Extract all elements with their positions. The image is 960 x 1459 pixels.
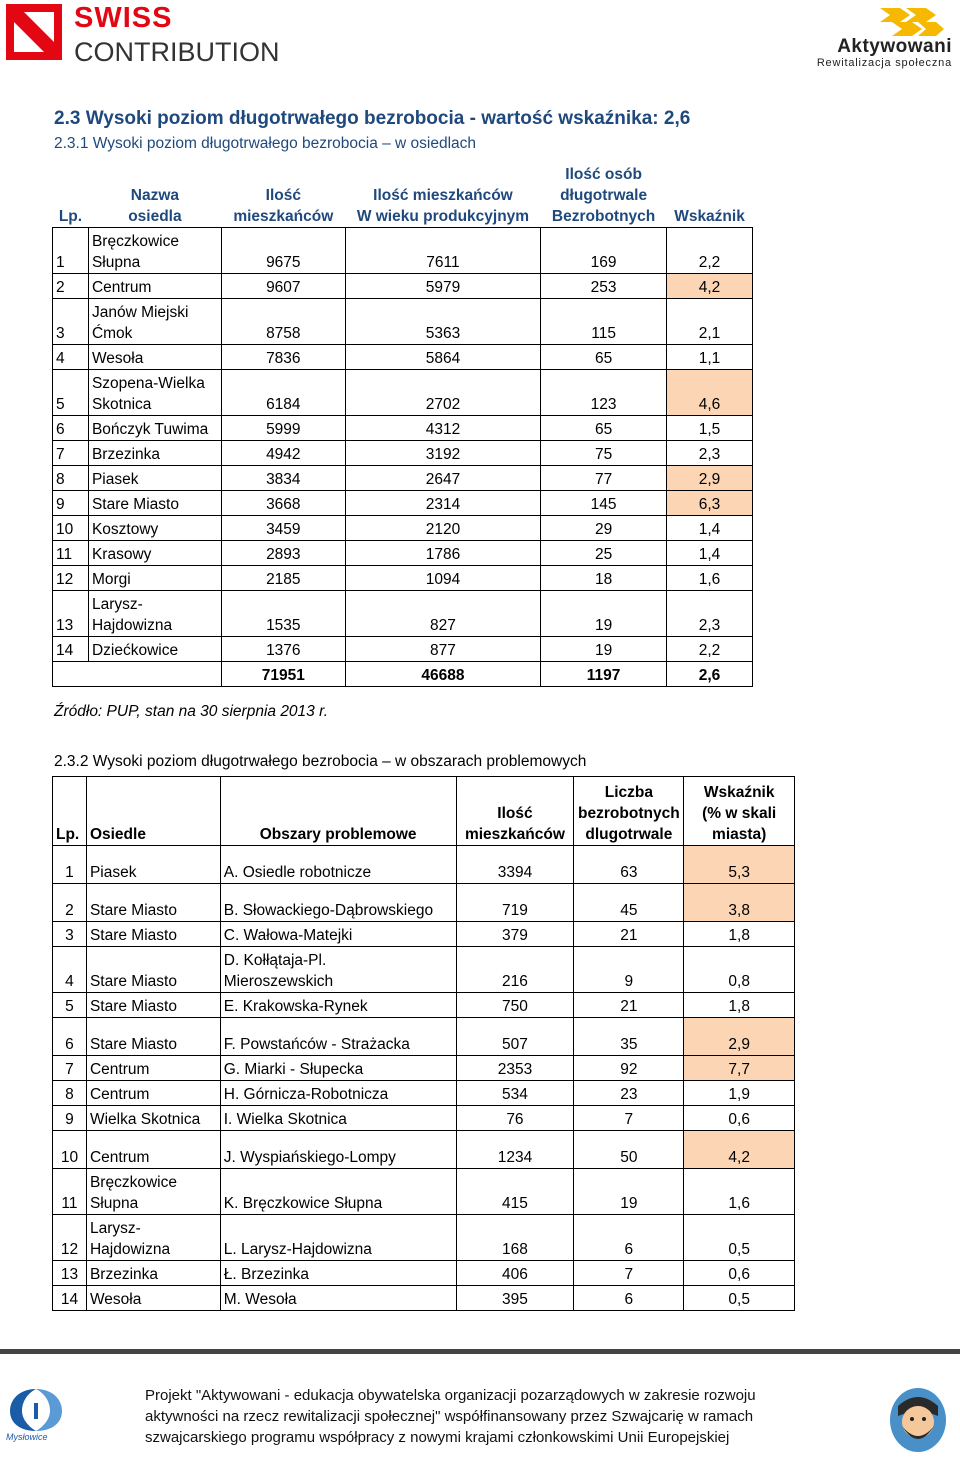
cell-unemployed: 92 bbox=[574, 1056, 684, 1081]
cell-population: 507 bbox=[456, 1018, 574, 1056]
name-line-1: Wesoła bbox=[91, 349, 144, 367]
cell-population: 395 bbox=[456, 1286, 574, 1311]
settlement-line-1: Bręczkowice bbox=[89, 1174, 177, 1191]
cell-lp: 1 bbox=[53, 227, 89, 273]
settlement-line-1: Wielka Skotnica bbox=[89, 1111, 201, 1128]
cell-name bbox=[88, 273, 221, 298]
cell-settlement bbox=[86, 1215, 220, 1261]
table-row bbox=[53, 1131, 795, 1169]
table-row bbox=[53, 1106, 795, 1131]
table-row bbox=[53, 636, 753, 661]
name-line-1: Kosztowy bbox=[91, 520, 159, 538]
cell-indicator: 2,9 bbox=[667, 465, 753, 490]
cell-name bbox=[88, 590, 221, 636]
settlement-line-1: Centrum bbox=[89, 1061, 150, 1078]
cell-unemployed: 253 bbox=[541, 273, 667, 298]
area-line-1: L. Larysz-Hajdowizna bbox=[223, 1241, 372, 1258]
cell-unemployed: 45 bbox=[574, 884, 684, 922]
total-idx: 2,6 bbox=[667, 661, 753, 686]
cell-lp: 13 bbox=[53, 1261, 87, 1286]
cell-unemployed: 19 bbox=[541, 636, 667, 661]
cell-settlement bbox=[86, 947, 220, 993]
page-header bbox=[0, 0, 960, 80]
table-row bbox=[53, 1286, 795, 1311]
cell-lp: 5 bbox=[53, 993, 87, 1018]
cell-lp: 6 bbox=[53, 415, 89, 440]
cell-unemployed: 19 bbox=[541, 590, 667, 636]
cell-unemployed: 115 bbox=[541, 298, 667, 344]
subsection-title: Wysoki poziom długotrwałego bezrobocia – w obszarach problemowych bbox=[92, 753, 587, 770]
cell-area bbox=[220, 1056, 456, 1081]
area-line-1: J. Wyspiańskiego-Lompy bbox=[223, 1149, 396, 1166]
cell-area bbox=[220, 1131, 456, 1169]
cell-indicator: 6,3 bbox=[667, 490, 753, 515]
area-line-1: C. Wałowa-Matejki bbox=[223, 927, 353, 944]
cell-population: 406 bbox=[456, 1261, 574, 1286]
table-row bbox=[53, 590, 753, 636]
cell-unemployed: 35 bbox=[574, 1018, 684, 1056]
cell-population: 6184 bbox=[221, 369, 345, 415]
header-lp: Lp. bbox=[53, 777, 87, 846]
cell-working-age: 877 bbox=[345, 636, 540, 661]
cell-name bbox=[88, 540, 221, 565]
cell-indicator: 1,1 bbox=[667, 344, 753, 369]
cell-population: 3394 bbox=[456, 846, 574, 884]
cell-area bbox=[220, 1106, 456, 1131]
cell-population: 9675 bbox=[221, 227, 345, 273]
footer-line-1: Projekt "Aktywowani - edukacja obywatelska organizacji pozarządowych w zakresie rozwoju bbox=[145, 1387, 756, 1404]
name-line-2: Hajdowizna bbox=[91, 616, 173, 634]
myslowice-emblem-icon bbox=[6, 1385, 66, 1435]
name-line-1: Piasek bbox=[91, 470, 139, 488]
table-row bbox=[53, 298, 753, 344]
cell-population: 1234 bbox=[456, 1131, 574, 1169]
cell-lp: 9 bbox=[53, 490, 89, 515]
cell-area bbox=[220, 1169, 456, 1215]
cell-name bbox=[88, 227, 221, 273]
cell-population: 719 bbox=[456, 884, 574, 922]
cell-unemployed: 50 bbox=[574, 1131, 684, 1169]
table-row bbox=[53, 1215, 795, 1261]
cell-unemployed: 23 bbox=[574, 1081, 684, 1106]
cell-settlement bbox=[86, 1106, 220, 1131]
cell-working-age: 3192 bbox=[345, 440, 540, 465]
header-indicator: Wskaźnik (% w skali miasta) bbox=[684, 777, 795, 846]
cell-unemployed: 7 bbox=[574, 1261, 684, 1286]
cell-working-age: 827 bbox=[345, 590, 540, 636]
subsection-title: Wysoki poziom długotrwałego bezrobocia – w osiedlach bbox=[92, 135, 477, 152]
cell-lp: 11 bbox=[53, 540, 89, 565]
table-row bbox=[53, 227, 753, 273]
subsection-number: 2.3.2 bbox=[54, 753, 89, 770]
cell-population: 168 bbox=[456, 1215, 574, 1261]
area-line-1: A. Osiedle robotnicze bbox=[223, 864, 372, 881]
cell-indicator: 2,3 bbox=[667, 590, 753, 636]
cell-lp: 4 bbox=[53, 947, 87, 993]
cell-lp: 8 bbox=[53, 1081, 87, 1106]
settlement-line-1: Stare Miasto bbox=[89, 998, 177, 1015]
cell-working-age: 2647 bbox=[345, 465, 540, 490]
settlement-line-1: Stare Miasto bbox=[89, 973, 177, 990]
table-row bbox=[53, 993, 795, 1018]
cell-lp: 1 bbox=[53, 846, 87, 884]
footer-text bbox=[145, 1385, 835, 1448]
area-line-1: E. Krakowska-Rynek bbox=[223, 998, 368, 1015]
table-row bbox=[53, 273, 753, 298]
cell-indicator: 0,8 bbox=[684, 947, 795, 993]
cell-indicator: 0,5 bbox=[684, 1286, 795, 1311]
area-line-2: Mieroszewskich bbox=[223, 973, 334, 990]
myslowice-label: Mysłowice bbox=[6, 1432, 48, 1442]
area-line-1: G. Miarki - Słupecka bbox=[223, 1061, 364, 1078]
cell-population: 1376 bbox=[221, 636, 345, 661]
settlement-line-1: Centrum bbox=[89, 1086, 150, 1103]
cell-settlement bbox=[86, 1056, 220, 1081]
table-row bbox=[53, 540, 753, 565]
name-line-1: Szopena-Wielka bbox=[91, 374, 205, 392]
subsection-number: 2.3.1 bbox=[54, 135, 89, 152]
table-row bbox=[53, 922, 795, 947]
cell-name bbox=[88, 465, 221, 490]
cell-settlement bbox=[86, 1018, 220, 1056]
cell-area bbox=[220, 884, 456, 922]
cell-settlement bbox=[86, 922, 220, 947]
total-prod: 46688 bbox=[345, 661, 540, 686]
cell-unemployed: 123 bbox=[541, 369, 667, 415]
cell-settlement bbox=[86, 884, 220, 922]
problem-areas-table-body bbox=[53, 846, 795, 1311]
cell-working-age: 5864 bbox=[345, 344, 540, 369]
cell-population: 7836 bbox=[221, 344, 345, 369]
cell-area bbox=[220, 1215, 456, 1261]
table-row bbox=[53, 884, 795, 922]
arrows-icon bbox=[876, 6, 946, 36]
cell-indicator: 7,7 bbox=[684, 1056, 795, 1081]
cell-indicator: 1,6 bbox=[667, 565, 753, 590]
cell-population: 2185 bbox=[221, 565, 345, 590]
cell-lp: 12 bbox=[53, 565, 89, 590]
cell-lp: 11 bbox=[53, 1169, 87, 1215]
contribution-wordmark: CONTRIBUTION bbox=[74, 37, 280, 67]
area-line-1: D. Kołłątaja-Pl. bbox=[223, 952, 327, 969]
cell-lp: 3 bbox=[53, 922, 87, 947]
cell-unemployed: 77 bbox=[541, 465, 667, 490]
cell-population: 76 bbox=[456, 1106, 574, 1131]
cell-lp: 13 bbox=[53, 590, 89, 636]
cell-lp: 3 bbox=[53, 298, 89, 344]
settlement-line-1: Stare Miasto bbox=[89, 927, 177, 944]
cell-area bbox=[220, 1261, 456, 1286]
name-line-1: Janów Miejski bbox=[91, 303, 189, 321]
name-line-1: Bręczkowice bbox=[91, 232, 179, 250]
cell-unemployed: 21 bbox=[574, 922, 684, 947]
source-note: Źródło: PUP, stan na 30 sierpnia 2013 r. bbox=[54, 703, 328, 720]
cell-indicator: 0,6 bbox=[684, 1261, 795, 1286]
total-unemp: 1197 bbox=[541, 661, 667, 686]
area-line-1: Ł. Brzezinka bbox=[223, 1266, 310, 1283]
settlement-line-1: Wesoła bbox=[89, 1291, 142, 1308]
cell-name bbox=[88, 515, 221, 540]
cell-name bbox=[88, 298, 221, 344]
name-line-1: Brzezinka bbox=[91, 445, 161, 463]
cell-area bbox=[220, 947, 456, 993]
area-line-1: I. Wielka Skotnica bbox=[223, 1111, 347, 1128]
cell-working-age: 1094 bbox=[345, 565, 540, 590]
header-indicator: Wskaźnik bbox=[674, 207, 745, 225]
table-row bbox=[53, 1169, 795, 1215]
cell-unemployed: 9 bbox=[574, 947, 684, 993]
header-working-age: Ilość mieszkańców W wieku produkcyjnym bbox=[356, 186, 530, 225]
cell-working-age: 2120 bbox=[345, 515, 540, 540]
subsection-heading-1 bbox=[54, 135, 476, 153]
name-line-1: Dziećkowice bbox=[91, 641, 179, 659]
bearded-face-icon bbox=[886, 1386, 950, 1454]
cell-indicator: 4,2 bbox=[684, 1131, 795, 1169]
cell-name bbox=[88, 369, 221, 415]
cell-indicator: 4,6 bbox=[667, 369, 753, 415]
name-line-1: Stare Miasto bbox=[91, 495, 179, 513]
cell-working-age: 4312 bbox=[345, 415, 540, 440]
table-row bbox=[53, 947, 795, 993]
swiss-wordmark: SWISS bbox=[74, 2, 173, 34]
cell-indicator: 5,3 bbox=[684, 846, 795, 884]
table-header-row bbox=[53, 777, 795, 846]
table-row bbox=[53, 1261, 795, 1286]
aktywowani-wordmark: Aktywowani bbox=[837, 36, 952, 57]
table-row bbox=[53, 1056, 795, 1081]
table-row bbox=[53, 490, 753, 515]
cell-settlement bbox=[86, 1081, 220, 1106]
cell-unemployed: 75 bbox=[541, 440, 667, 465]
cell-unemployed: 19 bbox=[574, 1169, 684, 1215]
header-long-term-unemployed: Liczba bezrobotnych dlugotrwale bbox=[574, 777, 684, 846]
cell-name bbox=[88, 565, 221, 590]
header-lp: Lp. bbox=[58, 207, 83, 225]
aktywowani-logo bbox=[802, 4, 952, 68]
cell-name bbox=[88, 636, 221, 661]
cell-lp: 14 bbox=[53, 1286, 87, 1311]
mascot-face-logo bbox=[886, 1386, 950, 1454]
cell-working-age: 5363 bbox=[345, 298, 540, 344]
table-row bbox=[53, 1018, 795, 1056]
cell-population: 379 bbox=[456, 922, 574, 947]
totals-row bbox=[53, 661, 753, 686]
swiss-flag-icon bbox=[6, 4, 62, 60]
cell-population: 4942 bbox=[221, 440, 345, 465]
cell-working-age: 1786 bbox=[345, 540, 540, 565]
cell-lp: 8 bbox=[53, 465, 89, 490]
cell-indicator: 2,2 bbox=[667, 227, 753, 273]
header-population: Ilość mieszkańców bbox=[456, 777, 574, 846]
cell-working-age: 5979 bbox=[345, 273, 540, 298]
cell-lp: 10 bbox=[53, 1131, 87, 1169]
cell-indicator: 1,5 bbox=[667, 415, 753, 440]
area-line-1: F. Powstańców - Strażacka bbox=[223, 1036, 410, 1053]
cell-unemployed: 169 bbox=[541, 227, 667, 273]
cell-population: 1535 bbox=[221, 590, 345, 636]
area-line-1: B. Słowackiego-Dąbrowskiego bbox=[223, 902, 434, 919]
section-heading: 2.3 Wysoki poziom długotrwałego bezrobocia - wartość wskaźnika: 2,6 bbox=[54, 108, 691, 129]
table-row bbox=[53, 565, 753, 590]
settlement-line-1: Piasek bbox=[89, 864, 137, 881]
table-row bbox=[53, 1081, 795, 1106]
footer-divider bbox=[0, 1349, 960, 1354]
settlement-line-1: Stare Miasto bbox=[89, 902, 177, 919]
myslowice-logo bbox=[6, 1385, 66, 1453]
settlement-line-1: Centrum bbox=[89, 1149, 150, 1166]
table-header-row bbox=[53, 158, 753, 227]
cell-unemployed: 18 bbox=[541, 565, 667, 590]
cell-indicator: 1,6 bbox=[684, 1169, 795, 1215]
header-long-term-unemployed: Ilość osób długotrwale Bezrobotnych bbox=[551, 165, 656, 225]
cell-unemployed: 25 bbox=[541, 540, 667, 565]
name-line-2: Skotnica bbox=[91, 395, 152, 413]
cell-lp: 2 bbox=[53, 884, 87, 922]
cell-lp: 4 bbox=[53, 344, 89, 369]
subsection-heading-2 bbox=[54, 753, 586, 771]
aktywowani-subtitle: Rewitalizacja społeczna bbox=[816, 57, 952, 69]
cell-indicator: 2,2 bbox=[667, 636, 753, 661]
cell-indicator: 0,5 bbox=[684, 1215, 795, 1261]
name-line-2: Słupna bbox=[91, 253, 141, 271]
settlement-line-1: Stare Miasto bbox=[89, 1036, 177, 1053]
cell-name bbox=[88, 415, 221, 440]
cell-area bbox=[220, 1081, 456, 1106]
name-line-1: Morgi bbox=[91, 570, 131, 588]
cell-empty bbox=[53, 661, 222, 686]
cell-population: 5999 bbox=[221, 415, 345, 440]
cell-settlement bbox=[86, 1286, 220, 1311]
cell-name bbox=[88, 490, 221, 515]
settlements-table bbox=[52, 158, 753, 687]
cell-unemployed: 65 bbox=[541, 415, 667, 440]
table-row bbox=[53, 515, 753, 540]
cell-lp: 5 bbox=[53, 369, 89, 415]
cell-unemployed: 145 bbox=[541, 490, 667, 515]
cell-unemployed: 7 bbox=[574, 1106, 684, 1131]
cell-population: 3834 bbox=[221, 465, 345, 490]
cell-population: 3459 bbox=[221, 515, 345, 540]
table-row bbox=[53, 440, 753, 465]
cell-indicator: 2,1 bbox=[667, 298, 753, 344]
cell-lp: 6 bbox=[53, 1018, 87, 1056]
cell-indicator: 0,6 bbox=[684, 1106, 795, 1131]
area-line-1: H. Górnicza-Robotnicza bbox=[223, 1086, 389, 1103]
cell-population: 9607 bbox=[221, 273, 345, 298]
cell-population: 8758 bbox=[221, 298, 345, 344]
cell-lp: 12 bbox=[53, 1215, 87, 1261]
cell-population: 415 bbox=[456, 1169, 574, 1215]
settlement-line-1: Larysz- bbox=[89, 1220, 141, 1237]
cell-unemployed: 6 bbox=[574, 1215, 684, 1261]
table-row bbox=[53, 369, 753, 415]
settlements-table-body bbox=[53, 227, 753, 686]
cell-unemployed: 63 bbox=[574, 846, 684, 884]
settlement-line-1: Brzezinka bbox=[89, 1266, 159, 1283]
cell-indicator: 1,8 bbox=[684, 922, 795, 947]
cell-lp: 9 bbox=[53, 1106, 87, 1131]
cell-settlement bbox=[86, 846, 220, 884]
cell-population: 2893 bbox=[221, 540, 345, 565]
table-row bbox=[53, 846, 795, 884]
cell-lp: 10 bbox=[53, 515, 89, 540]
footer-line-3: szwajcarskiego programu współpracy z nowymi krajami członkowskimi Unii Europejskiej bbox=[145, 1429, 730, 1446]
total-pop: 71951 bbox=[221, 661, 345, 686]
cell-lp: 2 bbox=[53, 273, 89, 298]
cell-population: 750 bbox=[456, 993, 574, 1018]
name-line-1: Bończyk Tuwima bbox=[91, 420, 209, 438]
area-line-1: M. Wesoła bbox=[223, 1291, 297, 1308]
header-population: Ilość mieszkańców bbox=[233, 186, 334, 225]
table-row bbox=[53, 415, 753, 440]
cell-name bbox=[88, 344, 221, 369]
settlement-line-2: Słupna bbox=[89, 1195, 139, 1212]
cell-indicator: 1,4 bbox=[667, 515, 753, 540]
name-line-1: Larysz- bbox=[91, 595, 143, 613]
cell-settlement bbox=[86, 1131, 220, 1169]
cell-working-age: 2314 bbox=[345, 490, 540, 515]
cell-unemployed: 6 bbox=[574, 1286, 684, 1311]
cell-working-age: 7611 bbox=[345, 227, 540, 273]
cell-indicator: 1,4 bbox=[667, 540, 753, 565]
cell-indicator: 3,8 bbox=[684, 884, 795, 922]
cell-unemployed: 65 bbox=[541, 344, 667, 369]
cell-lp: 7 bbox=[53, 440, 89, 465]
cell-indicator: 1,8 bbox=[684, 993, 795, 1018]
cell-area bbox=[220, 846, 456, 884]
header-settlement: Osiedle bbox=[86, 777, 220, 846]
cell-lp: 7 bbox=[53, 1056, 87, 1081]
cell-area bbox=[220, 1286, 456, 1311]
cell-indicator: 4,2 bbox=[667, 273, 753, 298]
cell-unemployed: 21 bbox=[574, 993, 684, 1018]
cell-area bbox=[220, 993, 456, 1018]
cell-population: 2353 bbox=[456, 1056, 574, 1081]
cell-settlement bbox=[86, 1169, 220, 1215]
cell-lp: 14 bbox=[53, 636, 89, 661]
cell-working-age: 2702 bbox=[345, 369, 540, 415]
table-row bbox=[53, 465, 753, 490]
name-line-1: Krasowy bbox=[91, 545, 152, 563]
table-row bbox=[53, 344, 753, 369]
header-name: Nazwa osiedla bbox=[128, 186, 182, 225]
cell-settlement bbox=[86, 993, 220, 1018]
cell-unemployed: 29 bbox=[541, 515, 667, 540]
cell-area bbox=[220, 922, 456, 947]
header-problem-areas: Obszary problemowe bbox=[220, 777, 456, 846]
cell-indicator: 2,3 bbox=[667, 440, 753, 465]
footer-line-2: aktywności na rzecz rewitalizacji społecznej" współfinansowany przez Szwajcarię w ramach bbox=[145, 1408, 754, 1425]
name-line-2: Ćmok bbox=[91, 324, 133, 342]
problem-areas-table bbox=[52, 776, 795, 1311]
area-line-1: K. Bręczkowice Słupna bbox=[223, 1195, 383, 1212]
cell-population: 3668 bbox=[221, 490, 345, 515]
cell-settlement bbox=[86, 1261, 220, 1286]
cell-name bbox=[88, 440, 221, 465]
cell-indicator: 1,9 bbox=[684, 1081, 795, 1106]
cell-area bbox=[220, 1018, 456, 1056]
cell-population: 534 bbox=[456, 1081, 574, 1106]
cell-population: 216 bbox=[456, 947, 574, 993]
settlement-line-2: Hajdowizna bbox=[89, 1241, 171, 1258]
cell-indicator: 2,9 bbox=[684, 1018, 795, 1056]
name-line-1: Centrum bbox=[91, 278, 152, 296]
